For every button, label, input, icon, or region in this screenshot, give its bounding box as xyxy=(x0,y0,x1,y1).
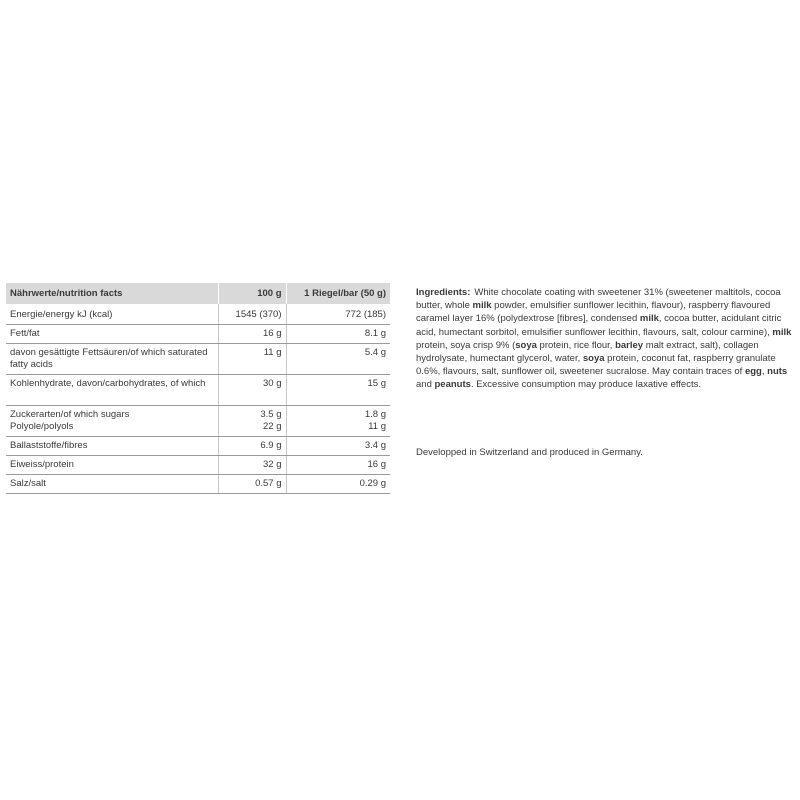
row-value-bar: 0.29 g xyxy=(286,475,390,494)
row-value-bar: 772 (185) xyxy=(286,304,390,325)
ingredients-segment: White chocolate coating with sweetener 31% (sweetener maltitols, cocoa butter, whole xyxy=(416,287,781,312)
ingredients-block xyxy=(416,286,800,392)
ingredients-segment: . Excessive consumption may produce laxative effects. xyxy=(470,379,701,391)
row-label: Salz/salt xyxy=(6,475,218,494)
allergen-nuts: nuts xyxy=(767,366,788,378)
table-row xyxy=(6,406,390,437)
row-label: Energie/energy kJ (kcal) xyxy=(6,304,218,325)
row-label: Kohlenhydrate, davon/carbohydrates, of which xyxy=(6,375,218,406)
row-label: Ballaststoffe/fibres xyxy=(6,437,218,456)
row-value-bar: 15 g xyxy=(286,375,390,406)
row-label: Zuckerarten/of which sugars xyxy=(10,409,130,420)
table-header-row xyxy=(6,283,390,304)
allergen-soya: soya xyxy=(515,339,537,351)
table-row xyxy=(6,475,390,494)
row-value-100g: 30 g xyxy=(218,375,286,406)
allergen-egg: egg xyxy=(744,366,762,378)
table-row xyxy=(6,304,390,325)
ingredients-segment: protein, coconut fat, raspberry granulate 0.6%, flavours, salt, sunflower oil, sweetener sucralose. May contain traces of xyxy=(416,353,776,378)
ingredients-segment: protein, soya crisp 9% ( xyxy=(416,339,516,351)
ingredients-segment: malt extract, salt), collagen hydrolysate, humectant glycerol, water, xyxy=(416,339,759,365)
row-value-bar: 1.8 g xyxy=(364,409,386,420)
row-value-bar: 8.1 g xyxy=(286,325,390,344)
row-value-100g-group xyxy=(218,406,286,437)
ingredients-heading: Ingredients: xyxy=(416,287,471,298)
allergen-barley: barley xyxy=(615,339,644,351)
nutrition-table xyxy=(6,283,390,494)
row-label: Eiweiss/protein xyxy=(6,456,218,475)
allergen-milk: milk xyxy=(639,313,659,325)
row-label: Fett/fat xyxy=(6,325,218,344)
row-value-100g: 6.9 g xyxy=(218,437,286,456)
row-value-100g: 1545 (370) xyxy=(218,304,286,325)
row-value-100g: 11 g xyxy=(218,344,286,375)
table-row xyxy=(6,344,390,375)
ingredients-segment: powder, emulsifier sunflower lecithin, flavour), raspberry flavoured caramel layer 16% (polydextrose [fibres], condensed xyxy=(416,300,771,325)
header-nutrition-facts: Nährwerte/nutrition facts xyxy=(6,283,218,304)
row-value-100g: 22 g xyxy=(263,421,282,432)
row-label: Polyole/polyols xyxy=(10,421,74,432)
row-value-100g: 0.57 g xyxy=(218,475,286,494)
table-row xyxy=(6,325,390,344)
allergen-peanuts: peanuts xyxy=(434,379,471,391)
allergen-milk: milk xyxy=(772,326,792,338)
header-per-100g: 100 g xyxy=(218,283,286,304)
allergen-milk: milk xyxy=(472,300,492,312)
row-label: davon gesättigte Fettsäuren/of which saturated fatty acids xyxy=(6,344,218,375)
row-value-100g: 3.5 g xyxy=(260,409,282,420)
row-value-bar: 3.4 g xyxy=(286,437,390,456)
ingredients-segment: , cocoa butter, acidulant citric acid, humectant sorbitol, emulsifier sunflower lecithin, flavours, salt, colour carmine), xyxy=(416,313,782,338)
row-value-bar: 16 g xyxy=(286,456,390,475)
row-value-bar: 5.4 g xyxy=(286,344,390,375)
row-value-bar-group xyxy=(286,406,390,437)
row-value-bar: 11 g xyxy=(368,421,386,432)
ingredients-segment: , xyxy=(761,366,768,378)
row-value-100g: 32 g xyxy=(218,456,286,475)
ingredients-text xyxy=(416,286,800,392)
table-row xyxy=(6,456,390,475)
ingredients-segment: protein, rice flour, xyxy=(536,339,616,351)
ingredients-segment: and xyxy=(416,379,435,391)
allergen-soya: soya xyxy=(582,353,605,365)
table-row xyxy=(6,375,390,406)
origin-statement: Developped in Switzerland and produced in Germany. xyxy=(416,447,643,458)
header-per-bar: 1 Riegel/bar (50 g) xyxy=(286,283,390,304)
row-label-group xyxy=(6,406,218,437)
row-value-100g: 16 g xyxy=(218,325,286,344)
table-row xyxy=(6,437,390,456)
